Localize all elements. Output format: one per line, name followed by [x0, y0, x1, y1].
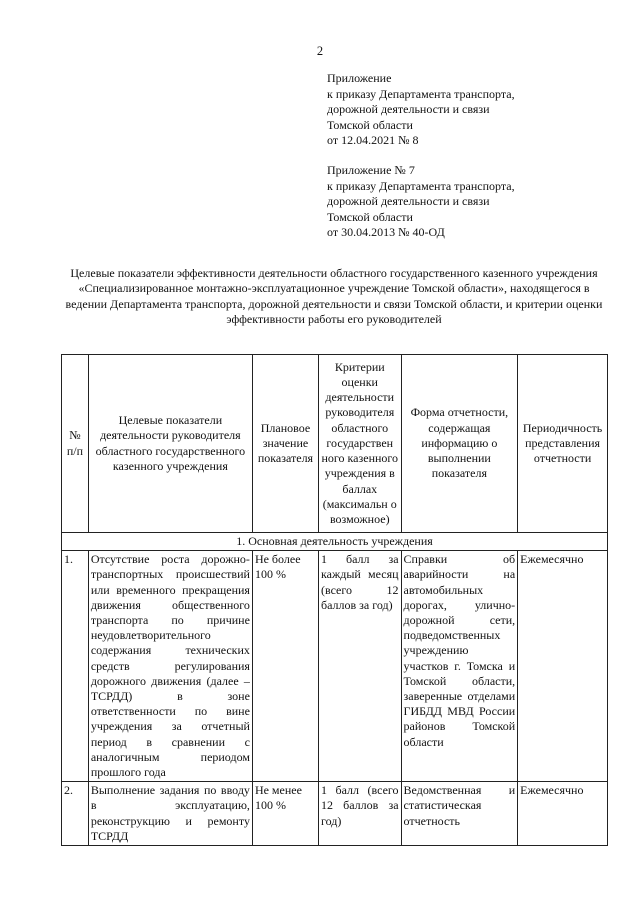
annex-line: Приложение: [327, 71, 392, 85]
row-plan: Не более 100 %: [252, 551, 318, 782]
annex-header-original: [327, 163, 515, 241]
table-row: [62, 551, 608, 782]
annex-line: от 12.04.2021 № 8: [327, 133, 419, 148]
annex-line: Приложение № 7: [327, 163, 415, 177]
header-criteria: Критерии оценки деятельности руководителя областного государствен ного казенного учреждения в баллах (максимальн о возможное): [318, 355, 401, 533]
annex-line: дорожной деятельности и связи: [327, 102, 490, 117]
annex-line: к приказу Департамента транспорта,: [327, 178, 515, 193]
annex-line: к приказу Департамента транспорта,: [327, 86, 515, 101]
row-form: Справки об аварийности на автомобильных дорогах, улично-дорожной сети, подведомственных учреждению участков г. Томска и Томской области, заверенные отделами ГИБДД МВД России районов Томской области: [401, 551, 518, 782]
annex-line: от 30.04.2013 № 40-ОД: [327, 225, 445, 240]
row-criteria: 1 балл за каждый месяц (всего 12 баллов за год): [318, 551, 401, 782]
row-plan: Не менее 100 %: [252, 782, 318, 846]
document-title: Целевые показатели эффективности деятельности областного государственного казенного учреждения «Специализированное монтажно-эксплуатационное учреждение Томской области», находящегося в ведении Департамента транспорта, дорожной деятельности и связи Томской области, и критерии оценки эффективности работы его руководителей: [65, 266, 603, 327]
row-period: Ежемесячно: [518, 782, 608, 846]
row-num: 2.: [62, 782, 89, 846]
section-title: 1. Основная деятельность учреждения: [62, 533, 608, 551]
annex-line: Томской области: [327, 117, 413, 132]
row-period: Ежемесячно: [518, 551, 608, 782]
header-form: Форма отчетности, содержащая информацию о выполнении показателя: [401, 355, 518, 533]
header-period: Периодичность представления отчетности: [518, 355, 608, 533]
table-header-row: [62, 355, 608, 533]
row-criteria: 1 балл (всего 12 баллов за год): [318, 782, 401, 846]
page-number: 2: [316, 44, 324, 58]
annex-header-current: [327, 71, 515, 149]
row-indicator: Выполнение задания по вводу в эксплуатацию, реконструкцию и ремонту ТСРДД: [88, 782, 252, 846]
annex-line: дорожной деятельности и связи: [327, 194, 490, 209]
annex-line: Томской области: [327, 209, 413, 224]
header-num: № п/п: [62, 355, 89, 533]
row-form: Ведомственная и статистическая отчетность: [401, 782, 518, 846]
section-row: [62, 533, 608, 551]
table-row: [62, 782, 608, 846]
row-indicator: Отсутствие роста дорожно-транспортных происшествий или временного прекращения движения общественного транспорта по причине неудовлетворительного содержания технических средств регулирования дорожного движения (далее – ТСРДД) в зоне ответственности по вине учреждения за отчетный период в сравнении с аналогичным периодом прошлого года: [88, 551, 252, 782]
header-indicator: Целевые показатели деятельности руководителя областного государственного казенного учреждения: [88, 355, 252, 533]
header-plan: Плановое значение показателя: [252, 355, 318, 533]
indicators-table: [61, 354, 608, 846]
row-num: 1.: [62, 551, 89, 782]
